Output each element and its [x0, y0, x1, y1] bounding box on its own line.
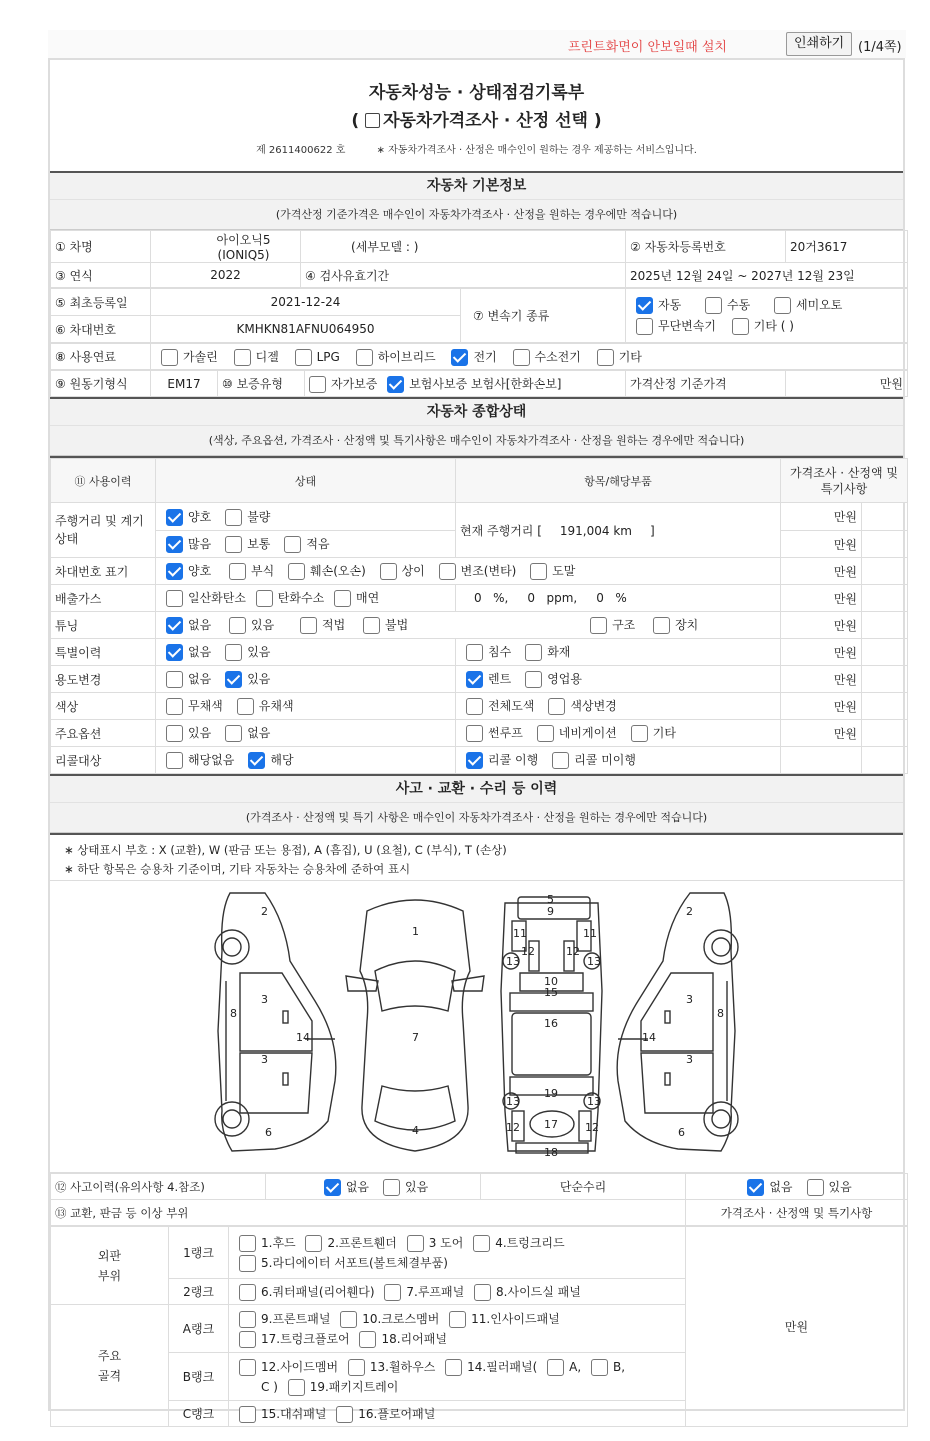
tuning-device-checkbox[interactable]	[653, 617, 670, 634]
svg-text:12: 12	[506, 1121, 520, 1134]
col-state: 상태	[156, 459, 456, 503]
vin-good-checkbox[interactable]	[166, 563, 183, 580]
parts-price-unit: 만원	[686, 1227, 908, 1427]
special-label: 특별이력	[51, 639, 156, 666]
gauge-bad-checkbox[interactable]	[225, 509, 242, 526]
color-change-checkbox[interactable]	[548, 698, 565, 715]
accident-history-label: ⑫ 사고이력(유의사항 4.참조)	[51, 1174, 266, 1200]
trans-auto-checkbox[interactable]	[636, 297, 653, 314]
part-14-checkbox[interactable]	[445, 1359, 462, 1376]
color-chromatic-checkbox[interactable]	[237, 698, 254, 715]
accident-notes: ∗ 상태표시 부호 : X (교환), W (판금 또는 용접), A (흠집), U (요철), C (부식), T (손상) ∗ 하단 항목은 승용차 기준이며, 기타 자동차는 승용차에 준하여 표시	[50, 835, 903, 881]
left-side-view	[215, 893, 336, 1151]
fuel-lpg-checkbox[interactable]	[295, 349, 312, 366]
emission-co-checkbox[interactable]	[166, 590, 183, 607]
svg-text:3: 3	[686, 993, 693, 1006]
document-header	[50, 60, 903, 173]
emission-values: 0 %, 0 ppm, 0 %	[456, 585, 781, 612]
svg-text:8: 8	[230, 1007, 237, 1020]
part-6-checkbox[interactable]	[239, 1284, 256, 1301]
color-label: 색상	[51, 693, 156, 720]
year-label: ③ 연식	[51, 263, 151, 288]
part-19-checkbox[interactable]	[288, 1379, 305, 1396]
rankC-label: C랭크	[169, 1401, 229, 1427]
option-none-checkbox[interactable]	[225, 725, 242, 742]
rankB-label: B랭크	[169, 1353, 229, 1401]
svg-text:13: 13	[587, 955, 601, 968]
engine-label: ⑨ 원동기형식	[51, 371, 151, 397]
accident-section-header: 사고 · 교환 · 수리 등 이력 (가격조사 · 산정액 및 특기 사항은 매수인이 자동차가격조사 · 산정을 원하는 경우에만 적습니다)	[50, 776, 903, 833]
svg-text:17: 17	[544, 1118, 558, 1131]
mileage-few-checkbox[interactable]	[284, 536, 301, 553]
pillar-a-checkbox[interactable]	[547, 1359, 564, 1376]
col-price: 가격조사 · 산정액 및 특기사항	[781, 459, 908, 503]
svg-text:11: 11	[513, 927, 527, 940]
reg-no-label: ② 자동차등록번호	[626, 231, 786, 263]
car-name-label: ① 차명	[51, 231, 151, 263]
special-exists-checkbox[interactable]	[225, 644, 242, 661]
emission-options: 일산화탄소 탄화수소 매연	[156, 585, 456, 612]
emission-smoke-checkbox[interactable]	[334, 590, 351, 607]
basic-info-table-2	[50, 288, 908, 343]
tuning-label: 튜닝	[51, 612, 156, 639]
basic-info-table-3	[50, 343, 908, 370]
svg-text:13: 13	[587, 1095, 601, 1108]
warranty-label: ⑩ 보증유형	[218, 371, 305, 397]
col-history: ⑪ 사용이력	[51, 459, 156, 503]
pillar-b-checkbox[interactable]	[591, 1359, 608, 1376]
vin-painted-checkbox[interactable]	[530, 563, 547, 580]
recall-label: 리콜대상	[51, 747, 156, 774]
tuning-structure-checkbox[interactable]	[590, 617, 607, 634]
trans-cvt-checkbox[interactable]	[636, 318, 653, 335]
part-12-checkbox[interactable]	[239, 1359, 256, 1376]
use-change-label: 용도변경	[51, 666, 156, 693]
part-5-checkbox[interactable]	[239, 1255, 256, 1272]
mileage-label: 주행거리 및 계기상태	[51, 503, 156, 558]
frame-label: 주요 골격	[51, 1305, 169, 1427]
tuning-illegal-checkbox[interactable]	[363, 617, 380, 634]
inspection-label: ④ 검사유효기간	[301, 263, 626, 288]
trans-options: 자동 수동 세미오토 무단변속기 기타 ( )	[626, 289, 908, 343]
repair-none-checkbox[interactable]	[747, 1179, 764, 1196]
vin: KMHKN81AFNU064950	[151, 316, 461, 343]
warranty-options: 자가보증 보험사보증 보험사[한화손보]	[305, 371, 626, 397]
inspection-document	[48, 58, 905, 1421]
warranty-insurance-checkbox[interactable]	[387, 376, 404, 393]
tuning-legal-checkbox[interactable]	[300, 617, 317, 634]
part-1-checkbox[interactable]	[239, 1235, 256, 1252]
vin-mismatch-checkbox[interactable]	[380, 563, 397, 580]
part-17-checkbox[interactable]	[239, 1331, 256, 1348]
fuel-hybrid-checkbox[interactable]	[356, 349, 373, 366]
special-none-checkbox[interactable]	[166, 644, 183, 661]
rankA-label: A랭크	[169, 1305, 229, 1353]
svg-text:11: 11	[583, 927, 597, 940]
svg-text:18: 18	[544, 1146, 558, 1159]
svg-text:2: 2	[261, 905, 268, 918]
use-none-checkbox[interactable]	[166, 671, 183, 688]
vin-mark-options: 양호 부식 훼손(오손) 상이 변조(변타) 도말	[156, 558, 781, 585]
svg-text:16: 16	[544, 1017, 558, 1030]
recall-none-checkbox[interactable]	[166, 752, 183, 769]
rank1-label: 1랭크	[169, 1227, 229, 1279]
option-sunroof-checkbox[interactable]	[466, 725, 483, 742]
vin-damage-checkbox[interactable]	[288, 563, 305, 580]
color-achromatic-checkbox[interactable]	[166, 698, 183, 715]
part-11-checkbox[interactable]	[449, 1311, 466, 1328]
svg-text:14: 14	[296, 1031, 310, 1044]
inspection-period: 2025년 12월 24일 ~ 2027년 12월 23일	[626, 263, 908, 288]
special-fire-checkbox[interactable]	[525, 644, 542, 661]
part-16-checkbox[interactable]	[336, 1406, 353, 1423]
fuel-hydrogen-checkbox[interactable]	[513, 349, 530, 366]
fuel-gasoline-checkbox[interactable]	[161, 349, 178, 366]
svg-text:9: 9	[547, 905, 554, 918]
part-9-checkbox[interactable]	[239, 1311, 256, 1328]
first-reg-label: ⑤ 최초등록일	[51, 289, 151, 316]
fuel-other-checkbox[interactable]	[597, 349, 614, 366]
svg-text:13: 13	[506, 1095, 520, 1108]
svg-text:7: 7	[412, 1031, 419, 1044]
svg-text:3: 3	[686, 1053, 693, 1066]
svg-text:1: 1	[412, 925, 419, 938]
mileage-current: 현재 주행거리 [ 191,004 km ]	[456, 503, 781, 558]
svg-text:15: 15	[544, 986, 558, 999]
recall-applicable-checkbox[interactable]	[248, 752, 265, 769]
svg-text:13: 13	[506, 955, 520, 968]
fuel-electric-checkbox[interactable]	[451, 349, 468, 366]
svg-text:8: 8	[717, 1007, 724, 1020]
trans-label: ⑦ 변속기 종류	[461, 289, 626, 343]
part-15-checkbox[interactable]	[239, 1406, 256, 1423]
overall-table: ⑪ 사용이력 상태 항목/해당부품 가격조사 · 산정액 및 특기사항 주행거리 및 계기상태 양호 불량 현재 주행거리 [ 191,004 km ] 만원 많음 보통 적음 만원 차대번호 표기 양호 부식 훼손(오손) 상이 변조(변타) 도말 만원 배출가스 일산화탄소 탄화수소 매연 0 %, 0 ppm, 0 % 만원 튜닝 없음 있음 적법 불법 구조 장치 만원 특별이력 없음 있음 침수 화재 만원 용도변경 없음 있음 렌트 영업용 만원 색상 무채색 유채색 전체도색 색상변경 만원 주요옵션 있음 없음 썬루프 네비게이션 기타 만원 리콜대상 해당없음 해당 리콜 이행 리콜 미이행	[50, 458, 908, 774]
tuning-none-checkbox[interactable]	[166, 617, 183, 634]
basic-info-table-4	[50, 370, 908, 397]
recall-done-checkbox[interactable]	[466, 752, 483, 769]
svg-text:4: 4	[412, 1124, 419, 1137]
vin-mark-label: 차대번호 표기	[51, 558, 156, 585]
vin-altered-checkbox[interactable]	[439, 563, 456, 580]
first-reg: 2021-12-24	[151, 289, 461, 316]
svg-text:14: 14	[642, 1031, 656, 1044]
part-18-checkbox[interactable]	[359, 1331, 376, 1348]
svg-text:12: 12	[585, 1121, 599, 1134]
use-exists-checkbox[interactable]	[225, 671, 242, 688]
col-item: 항목/해당부품	[456, 459, 781, 503]
top-bar	[48, 30, 906, 58]
document-subtitle: ( 자동차가격조사 · 산정 선택 )	[351, 111, 602, 131]
price-basis-label: 가격산정 기준가격	[626, 371, 786, 397]
trans-manual-checkbox[interactable]	[705, 297, 722, 314]
emission-label: 배출가스	[51, 585, 156, 612]
fuel-diesel-checkbox[interactable]	[234, 349, 251, 366]
rank2-label: 2랭크	[169, 1279, 229, 1305]
simple-repair-label: 단순수리	[481, 1174, 686, 1200]
accident-history-table: ⑫ 사고이력(유의사항 4.참조) 없음 있음 단순수리 없음 있음 ⑬ 교환, 판금 등 이상 부위 가격조사 · 산정액 및 특기사항	[50, 1173, 908, 1226]
accident-exists-checkbox[interactable]	[383, 1179, 400, 1196]
svg-text:6: 6	[265, 1126, 272, 1139]
tuning-options: 없음 있음 적법 불법 구조 장치	[156, 612, 781, 639]
year: 2022	[151, 263, 301, 288]
price-survey-checkbox[interactable]	[365, 113, 380, 128]
part-10-checkbox[interactable]	[340, 1311, 357, 1328]
car-outline-svg	[50, 881, 903, 1173]
recall-not-done-checkbox[interactable]	[552, 752, 569, 769]
car-parts-diagram	[50, 881, 903, 1173]
part-2-checkbox[interactable]	[305, 1235, 322, 1252]
price-basis-unit: 만원	[786, 371, 908, 397]
exterior-label: 외판 부위	[51, 1227, 169, 1305]
mileage-value: 191,004 km	[559, 523, 632, 538]
svg-text:12: 12	[521, 945, 535, 958]
option-other-checkbox[interactable]	[631, 725, 648, 742]
parts-table: 외판 부위 1랭크 1.후드 2.프론트휀더 3 도어 4.트렁크리드 5.라디에이터 서포트(볼트체결부품) 만원 2랭크 6.쿼터패널(리어휀다) 7.루프패널 8.사이드실 패널 주요 골격 A랭크 9.프론트패널 10.크로스멤버 11.인사이드패널 17.트렁크플로어 18.리어패널 B랭크 12.사이드멤버 13.휠하우스 14.필러패널( A, B, C ) 19.패키지트레이 C랭크 15.대쉬패널 16.플로어패널	[50, 1226, 908, 1427]
parts-price-col: 가격조사 · 산정액 및 특기사항	[686, 1200, 908, 1226]
svg-text:3: 3	[261, 1053, 268, 1066]
overall-section-header: 자동차 종합상태 (색상, 주요옵션, 가격조사 · 산정액 및 특기사항은 매수인이 자동차가격조사 · 산정을 원하는 경우에만 적습니다)	[50, 399, 903, 456]
svg-text:2: 2	[686, 905, 693, 918]
svg-text:3: 3	[261, 993, 268, 1006]
mileage-normal-checkbox[interactable]	[225, 536, 242, 553]
tuning-exists-checkbox[interactable]	[229, 617, 246, 634]
part-13-checkbox[interactable]	[348, 1359, 365, 1376]
document-number: 제 2611400622 호	[256, 145, 346, 156]
svg-text:19: 19	[544, 1087, 558, 1100]
part-3-checkbox[interactable]	[407, 1235, 424, 1252]
engine-type: EM17	[151, 371, 218, 397]
special-flood-checkbox[interactable]	[466, 644, 483, 661]
use-business-checkbox[interactable]	[525, 671, 542, 688]
basic-info-section-header: 자동차 기본정보 (가격산정 기준가격은 매수인이 자동차가격조사 · 산정을 원하는 경우에만 적습니다)	[50, 173, 903, 230]
part-8-checkbox[interactable]	[474, 1284, 491, 1301]
part-4-checkbox[interactable]	[473, 1235, 490, 1252]
emission-hc-checkbox[interactable]	[256, 590, 273, 607]
page-info: (1/4쪽)	[858, 40, 902, 55]
warranty-self-checkbox[interactable]	[309, 376, 326, 393]
svg-text:5: 5	[547, 893, 554, 906]
option-label: 주요옵션	[51, 720, 156, 747]
car-name: 아이오닉5 (IONIQ5)	[151, 231, 301, 263]
fuel-label: ⑧ 사용연료	[51, 344, 151, 370]
svg-text:10: 10	[544, 975, 558, 988]
option-exists-checkbox[interactable]	[166, 725, 183, 742]
color-full-paint-checkbox[interactable]	[466, 698, 483, 715]
document-meta	[50, 141, 903, 156]
part-numbers	[230, 893, 724, 1159]
right-side-view	[617, 893, 738, 1151]
print-button[interactable]: 인쇄하기	[786, 32, 852, 56]
svg-text:12: 12	[566, 945, 580, 958]
svg-text:6: 6	[678, 1126, 685, 1139]
trans-semiauto-checkbox[interactable]	[774, 297, 791, 314]
accident-none-checkbox[interactable]	[324, 1179, 341, 1196]
document-title: 자동차성능 · 상태점검기록부	[368, 83, 585, 103]
vin-corrosion-checkbox[interactable]	[229, 563, 246, 580]
reg-no: 20거3617	[786, 231, 908, 263]
vin-label: ⑥ 차대번호	[51, 316, 151, 343]
print-install-notice[interactable]: 프린트화면이 안보일때 설치	[568, 40, 727, 55]
option-navigation-checkbox[interactable]	[537, 725, 554, 742]
trans-other-checkbox[interactable]	[732, 318, 749, 335]
parts-label: ⑬ 교환, 판금 등 이상 부위	[51, 1200, 686, 1226]
use-rent-checkbox[interactable]	[466, 671, 483, 688]
document-note: ∗ 자동차가격조사 · 산정은 매수인이 원하는 경우 제공하는 서비스입니다.	[376, 145, 697, 156]
gauge-good-checkbox[interactable]	[166, 509, 183, 526]
basic-info-table	[50, 230, 908, 288]
detail-model: (세부모델 : )	[301, 231, 626, 263]
mileage-many-checkbox[interactable]	[166, 536, 183, 553]
part-7-checkbox[interactable]	[384, 1284, 401, 1301]
fuel-options: 가솔린 디젤 LPG 하이브리드 전기 수소전기 기타	[151, 344, 908, 370]
repair-exists-checkbox[interactable]	[807, 1179, 824, 1196]
